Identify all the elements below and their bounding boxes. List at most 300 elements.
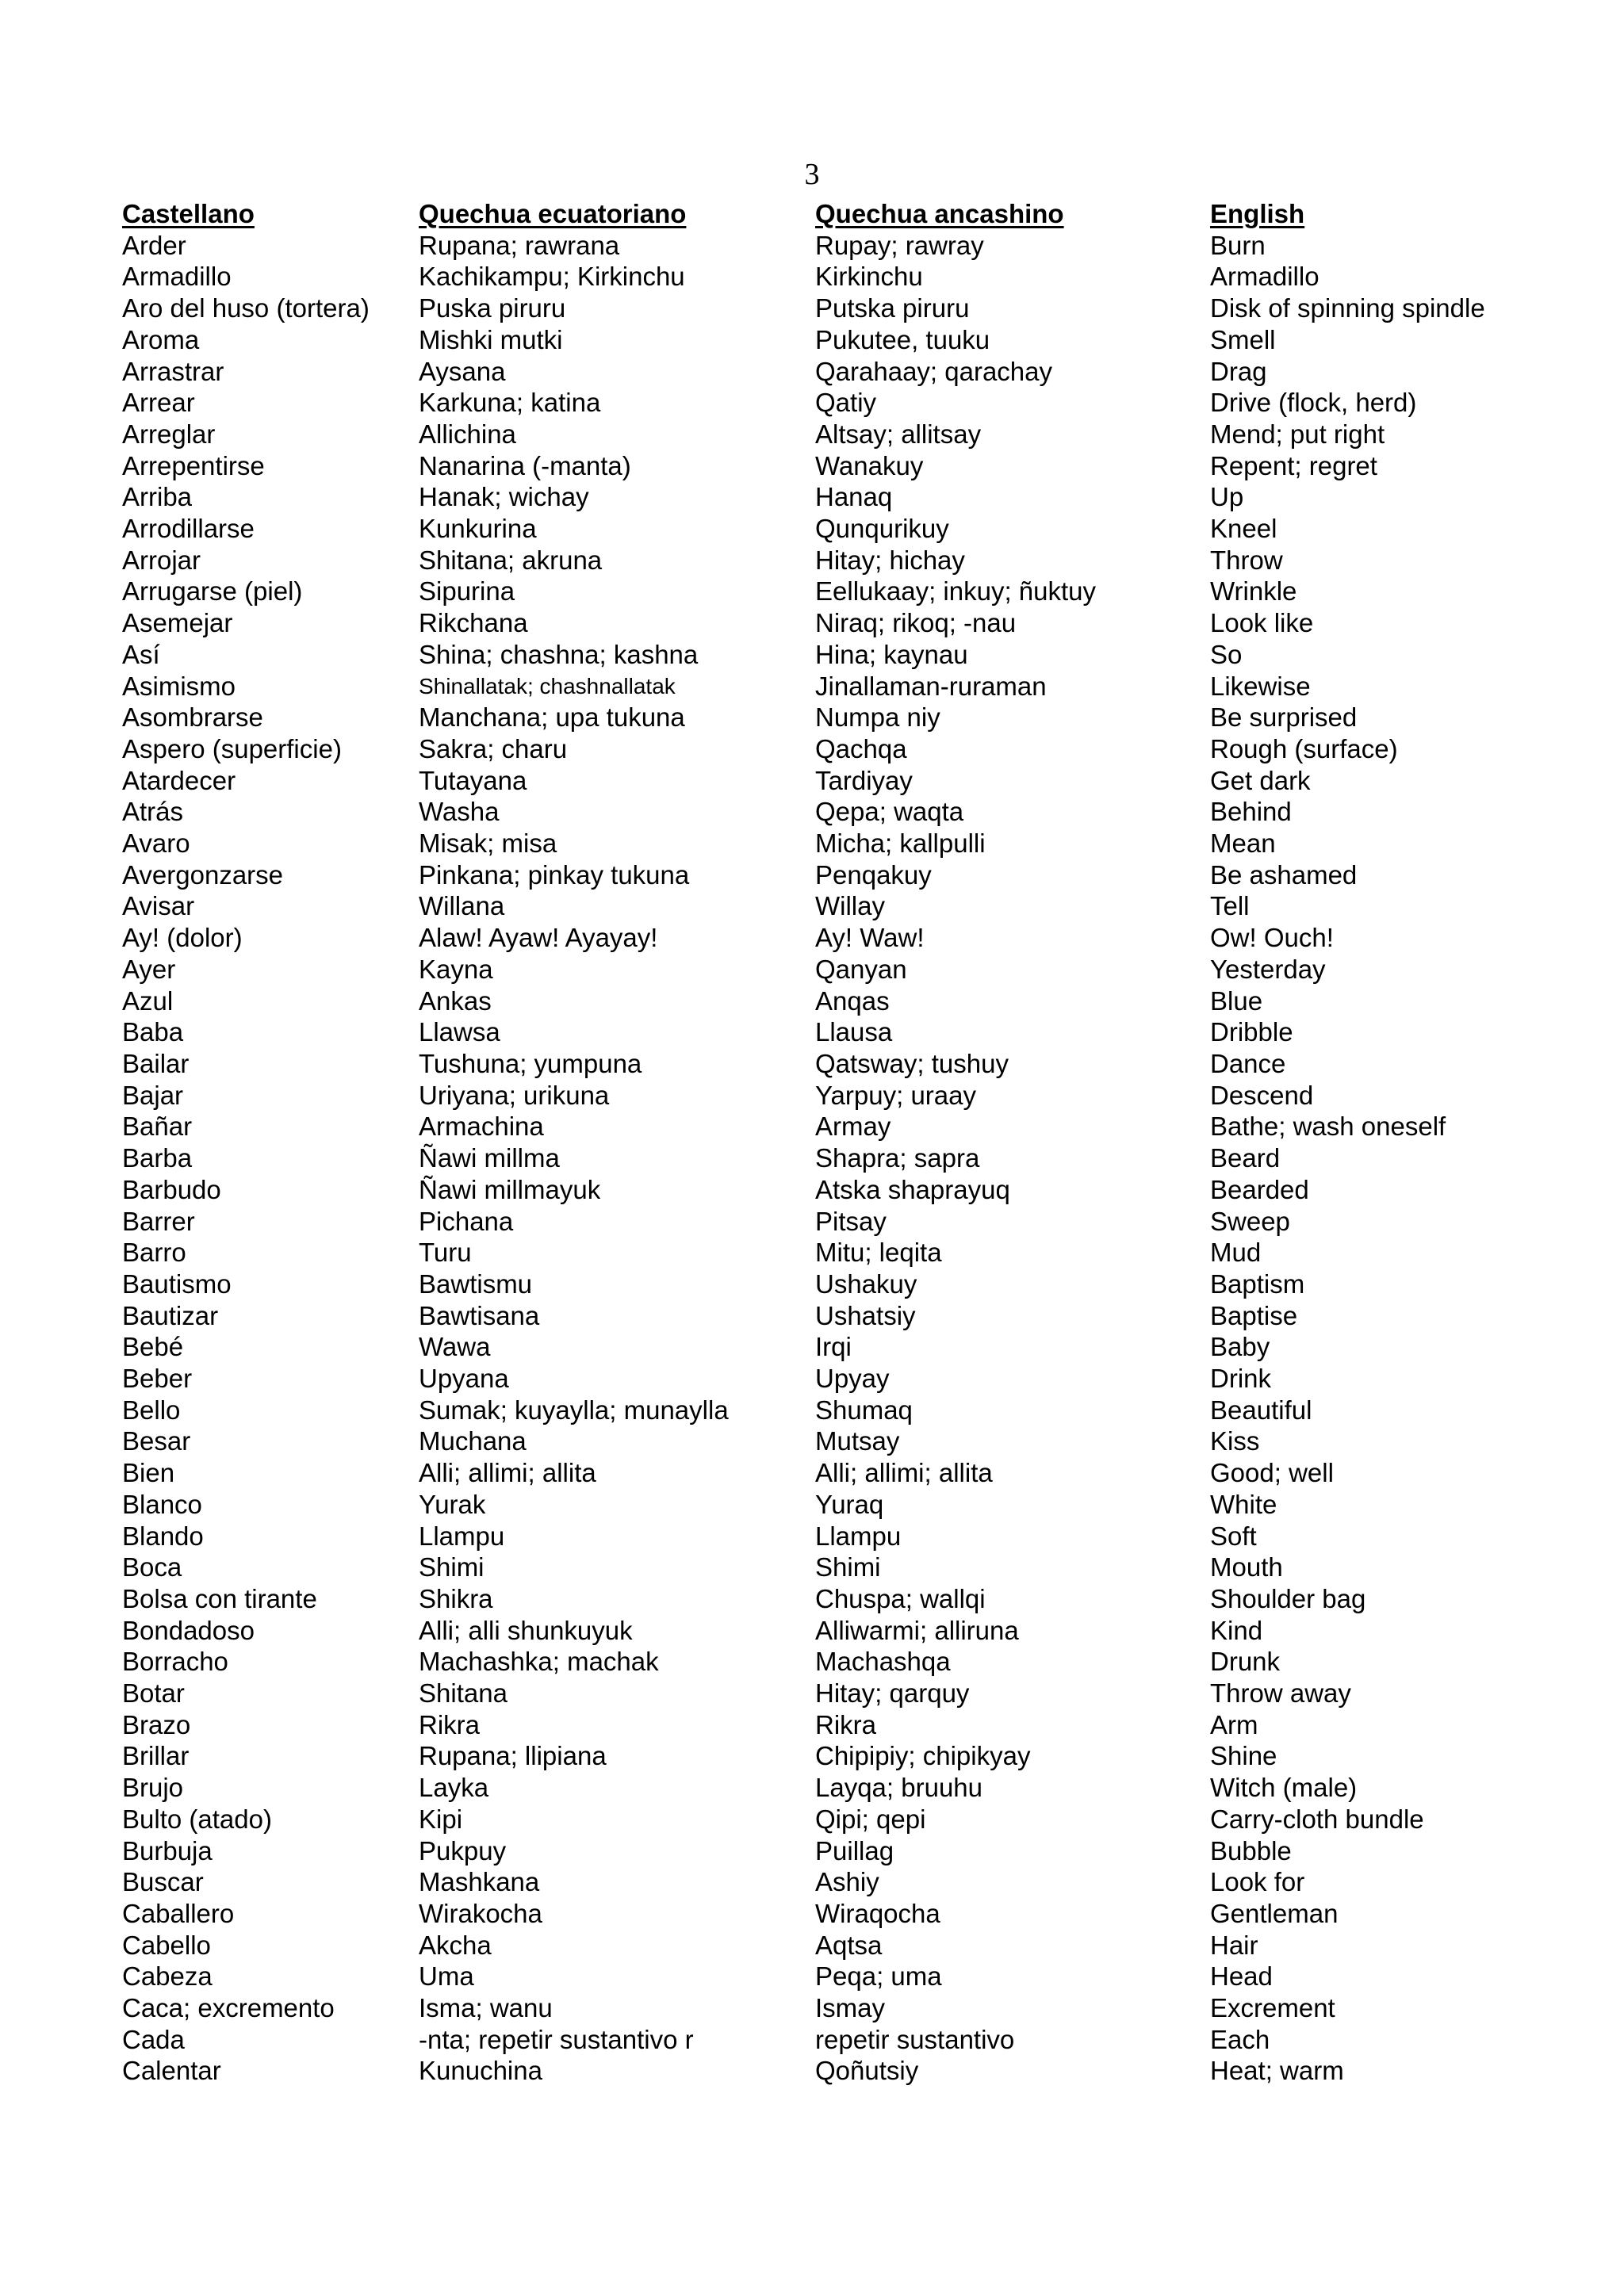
english-cell: Gentleman (1210, 1898, 1339, 1928)
quechua-ancashino-cell: Numpa niy (815, 702, 940, 733)
quechua-ecuatoriano-cell: Layka (419, 1773, 489, 1803)
quechua-ancashino-cell: Rikra (815, 1709, 877, 1739)
table-row (122, 671, 1543, 702)
english-cell: Drive (flock, herd) (1210, 388, 1417, 418)
castellano-cell: Bien (122, 1458, 175, 1488)
english-cell: Burn (1210, 230, 1266, 260)
quechua-ecuatoriano-cell: Wawa (419, 1332, 491, 1362)
table-row (122, 828, 1543, 859)
english-cell: Kind (1210, 1615, 1263, 1645)
quechua-ecuatoriano-cell: Pukpuy (419, 1835, 507, 1866)
quechua-ecuatoriano-cell: Misak; misa (419, 828, 557, 859)
quechua-ancashino-cell: Willay (815, 891, 885, 921)
castellano-cell: Cabello (122, 1930, 211, 1960)
english-cell: Be surprised (1210, 702, 1358, 733)
quechua-ecuatoriano-cell: Ñawi millmayuk (419, 1174, 601, 1204)
quechua-ecuatoriano-cell: Tushuna; yumpuna (419, 1048, 642, 1078)
quechua-ecuatoriano-cell: Shitana (419, 1678, 508, 1709)
english-cell: Rough (surface) (1210, 733, 1398, 763)
english-cell: Beard (1210, 1143, 1281, 1173)
quechua-ecuatoriano-cell: Rupana; rawrana (419, 230, 620, 260)
quechua-ancashino-cell: Machashqa (815, 1647, 951, 1677)
quechua-ancashino-cell: Qatiy (815, 388, 877, 418)
english-cell: Witch (male) (1210, 1773, 1358, 1803)
castellano-cell: Blanco (122, 1489, 202, 1519)
quechua-ancashino-cell: Hitay; qarquy (815, 1678, 970, 1709)
castellano-cell: Arrodillarse (122, 514, 255, 544)
quechua-ecuatoriano-cell: Bawtisana (419, 1300, 540, 1330)
castellano-cell: Arder (122, 230, 186, 260)
header-english: English (1210, 199, 1305, 228)
english-cell: Wrinkle (1210, 576, 1297, 607)
table-row (122, 1206, 1543, 1238)
table-row (122, 1898, 1543, 1930)
english-cell: Soft (1210, 1521, 1257, 1551)
english-cell: Tell (1210, 891, 1250, 921)
english-cell: Blue (1210, 985, 1263, 1016)
quechua-ancashino-cell: Niraq; rikoq; -nau (815, 608, 1017, 638)
header-row (122, 198, 1543, 230)
quechua-ancashino-cell: Kirkinchu (815, 262, 923, 292)
quechua-ecuatoriano-cell: Shitana; akruna (419, 545, 603, 575)
english-cell: So (1210, 639, 1243, 669)
castellano-cell: Bolsa con tirante (122, 1583, 317, 1613)
table-row (122, 1583, 1543, 1615)
english-cell: Disk of spinning spindle (1210, 293, 1485, 323)
quechua-ancashino-cell: Layqa; bruuhu (815, 1773, 983, 1803)
castellano-cell: Cada (122, 2024, 185, 2054)
quechua-ancashino-cell: Altsay; allitsay (815, 419, 982, 449)
castellano-cell: Borracho (122, 1647, 228, 1677)
castellano-cell: Cabeza (122, 1961, 213, 1992)
table-row (122, 1363, 1543, 1395)
quechua-ecuatoriano-cell: Karkuna; katina (419, 388, 601, 418)
quechua-ecuatoriano-cell: Wirakocha (419, 1898, 542, 1928)
quechua-ancashino-cell: Chipipiy; chipikyay (815, 1741, 1031, 1771)
table-row (122, 1835, 1543, 1867)
castellano-cell: Arrear (122, 388, 195, 418)
vocabulary-rows (122, 230, 1543, 2087)
english-cell: Be ashamed (1210, 859, 1358, 890)
quechua-ecuatoriano-cell: Llawsa (419, 1017, 500, 1047)
english-cell: Mend; put right (1210, 419, 1385, 449)
castellano-cell: Bautismo (122, 1269, 232, 1299)
quechua-ancashino-cell: Peqa; uma (815, 1961, 942, 1992)
quechua-ancashino-cell: Anqas (815, 985, 890, 1016)
english-cell: Arm (1210, 1709, 1258, 1739)
castellano-cell: Azul (122, 985, 174, 1016)
english-cell: Baptise (1210, 1300, 1298, 1330)
quechua-ecuatoriano-cell: Isma; wanu (419, 1993, 553, 2023)
table-row (122, 356, 1543, 388)
table-row (122, 1269, 1543, 1300)
quechua-ancashino-cell: Wanakuy (815, 450, 924, 480)
english-cell: Baby (1210, 1332, 1270, 1362)
quechua-ancashino-cell: Hina; kaynau (815, 639, 968, 669)
english-cell: White (1210, 1489, 1277, 1519)
table-row (122, 1237, 1543, 1269)
quechua-ecuatoriano-cell: Allichina (419, 419, 516, 449)
quechua-ancashino-cell: Pitsay (815, 1206, 887, 1236)
castellano-cell: Brazo (122, 1709, 191, 1739)
quechua-ancashino-cell: Shapra; sapra (815, 1143, 980, 1173)
english-cell: Good; well (1210, 1458, 1334, 1488)
table-row (122, 639, 1543, 671)
english-cell: Dribble (1210, 1017, 1293, 1047)
quechua-ecuatoriano-cell: -nta; repetir sustantivo r (419, 2024, 694, 2054)
quechua-ecuatoriano-cell: Upyana (419, 1364, 509, 1394)
table-row (122, 293, 1543, 324)
quechua-ecuatoriano-cell: Tutayana (419, 765, 527, 795)
vocabulary-table (122, 198, 1543, 2087)
quechua-ecuatoriano-cell: Uriyana; urikuna (419, 1080, 610, 1110)
castellano-cell: Arrugarse (piel) (122, 576, 303, 607)
quechua-ecuatoriano-cell: Muchana (419, 1426, 527, 1456)
quechua-ancashino-cell: Upyay (815, 1364, 890, 1394)
table-row (122, 261, 1543, 293)
table-row (122, 985, 1543, 1017)
table-row (122, 1457, 1543, 1489)
quechua-ancashino-cell: Alliwarmi; alliruna (815, 1615, 1019, 1645)
english-cell: Kiss (1210, 1426, 1260, 1456)
quechua-ancashino-cell: Ushakuy (815, 1269, 917, 1299)
table-row (122, 1331, 1543, 1363)
quechua-ecuatoriano-cell: Pinkana; pinkay tukuna (419, 859, 690, 890)
quechua-ancashino-cell: Shumaq (815, 1395, 913, 1425)
castellano-cell: Arrastrar (122, 356, 224, 386)
castellano-cell: Caballero (122, 1898, 235, 1928)
castellano-cell: Bautizar (122, 1300, 219, 1330)
quechua-ancashino-cell: Eellukaay; inkuy; ñuktuy (815, 576, 1097, 607)
quechua-ecuatoriano-cell: Kipi (419, 1804, 463, 1834)
castellano-cell: Caca; excremento (122, 1993, 335, 2023)
table-row (122, 1521, 1543, 1552)
table-row (122, 576, 1543, 607)
quechua-ecuatoriano-cell: Manchana; upa tukuna (419, 702, 685, 733)
castellano-cell: Barba (122, 1143, 193, 1173)
quechua-ancashino-cell: Mitu; leqita (815, 1238, 942, 1268)
quechua-ancashino-cell: Aqtsa (815, 1930, 883, 1960)
quechua-ecuatoriano-cell: Shina; chashna; kashna (419, 639, 699, 669)
quechua-ancashino-cell: Tardiyay (815, 765, 913, 795)
quechua-ecuatoriano-cell: Alli; allimi; allita (419, 1458, 596, 1488)
table-row (122, 1804, 1543, 1835)
castellano-cell: Aro del huso (tortera) (122, 293, 370, 323)
english-cell: Each (1210, 2024, 1270, 2054)
table-row (122, 733, 1543, 765)
castellano-cell: Arrepentirse (122, 450, 265, 480)
castellano-cell: Barbudo (122, 1174, 221, 1204)
english-cell: Heat; warm (1210, 2056, 1344, 2086)
quechua-ecuatoriano-cell: Ankas (419, 985, 492, 1016)
table-row (122, 1300, 1543, 1332)
table-row (122, 1142, 1543, 1174)
table-row (122, 1961, 1543, 1992)
table-row (122, 765, 1543, 797)
quechua-ecuatoriano-cell: Nanarina (-manta) (419, 450, 631, 480)
english-cell: Mouth (1210, 1552, 1283, 1582)
quechua-ecuatoriano-cell: Aysana (419, 356, 506, 386)
castellano-cell: Atrás (122, 797, 184, 827)
quechua-ancashino-cell: Qachqa (815, 733, 907, 763)
table-row (122, 1395, 1543, 1426)
castellano-cell: Botar (122, 1678, 185, 1709)
quechua-ecuatoriano-cell: Sakra; charu (419, 733, 568, 763)
quechua-ecuatoriano-cell: Akcha (419, 1930, 492, 1960)
castellano-cell: Blando (122, 1521, 204, 1551)
quechua-ecuatoriano-cell: Armachina (419, 1112, 544, 1142)
castellano-cell: Boca (122, 1552, 182, 1582)
quechua-ancashino-cell: Alli; allimi; allita (815, 1458, 993, 1488)
quechua-ecuatoriano-cell: Shikra (419, 1583, 493, 1613)
table-row (122, 1866, 1543, 1898)
castellano-cell: Aroma (122, 324, 200, 354)
castellano-cell: Calentar (122, 2056, 221, 2086)
table-row (122, 1709, 1543, 1741)
english-cell: Throw (1210, 545, 1283, 575)
quechua-ecuatoriano-cell: Shimi (419, 1552, 485, 1582)
quechua-ecuatoriano-cell: Hanak; wichay (419, 482, 589, 512)
castellano-cell: Ay! (dolor) (122, 923, 243, 953)
table-row (122, 1111, 1543, 1142)
english-cell: Descend (1210, 1080, 1314, 1110)
castellano-cell: Avisar (122, 891, 195, 921)
quechua-ecuatoriano-cell: Ñawi millma (419, 1143, 560, 1173)
english-cell: Kneel (1210, 514, 1277, 544)
castellano-cell: Bajar (122, 1080, 184, 1110)
english-cell: Bathe; wash oneself (1210, 1112, 1446, 1142)
quechua-ancashino-cell: Armay (815, 1112, 891, 1142)
table-row (122, 450, 1543, 482)
english-cell: Shoulder bag (1210, 1583, 1366, 1613)
english-cell: Repent; regret (1210, 450, 1377, 480)
castellano-cell: Bebé (122, 1332, 184, 1362)
table-row (122, 387, 1543, 419)
castellano-cell: Bailar (122, 1048, 190, 1078)
quechua-ecuatoriano-cell: Puska piruru (419, 293, 566, 323)
table-row (122, 859, 1543, 891)
castellano-cell: Asemejar (122, 608, 233, 638)
castellano-cell: Armadillo (122, 262, 232, 292)
castellano-cell: Avaro (122, 828, 190, 859)
english-cell: Beautiful (1210, 1395, 1312, 1425)
castellano-cell: Baba (122, 1017, 184, 1047)
castellano-cell: Arreglar (122, 419, 216, 449)
quechua-ancashino-cell: Hanaq (815, 482, 893, 512)
quechua-ecuatoriano-cell: Sipurina (419, 576, 515, 607)
quechua-ecuatoriano-cell: Pichana (419, 1206, 514, 1236)
table-row (122, 419, 1543, 450)
header-quechua-ancashino: Quechua ancashino (815, 199, 1064, 228)
table-row (122, 1174, 1543, 1206)
english-cell: Drunk (1210, 1647, 1281, 1677)
quechua-ancashino-cell: Qepa; waqta (815, 797, 964, 827)
english-cell: Dance (1210, 1048, 1286, 1078)
castellano-cell: Buscar (122, 1867, 204, 1897)
header-castellano: Castellano (122, 199, 255, 228)
english-cell: Excrement (1210, 1993, 1335, 2023)
quechua-ancashino-cell: Atska shaprayuq (815, 1174, 1010, 1204)
quechua-ecuatoriano-cell: Turu (419, 1238, 472, 1268)
quechua-ecuatoriano-cell: Uma (419, 1961, 474, 1992)
english-cell: Smell (1210, 324, 1276, 354)
english-cell: Sweep (1210, 1206, 1290, 1236)
quechua-ancashino-cell: Mutsay (815, 1426, 900, 1456)
quechua-ecuatoriano-cell: Sumak; kuyaylla; munaylla (419, 1395, 729, 1425)
castellano-cell: Burbuja (122, 1835, 213, 1866)
quechua-ancashino-cell: Ismay (815, 1993, 886, 2023)
quechua-ecuatoriano-cell: Kunuchina (419, 2056, 542, 2086)
quechua-ancashino-cell: Qarahaay; qarachay (815, 356, 1053, 386)
quechua-ecuatoriano-cell: Kayna (419, 954, 493, 984)
table-row (122, 890, 1543, 922)
quechua-ancashino-cell: Penqakuy (815, 859, 932, 890)
quechua-ancashino-cell: repetir sustantivo (815, 2024, 1015, 2054)
table-row (122, 2024, 1543, 2056)
quechua-ancashino-cell: Qoñutsiy (815, 2056, 919, 2086)
table-row (122, 1740, 1543, 1772)
english-cell: Bearded (1210, 1174, 1309, 1204)
quechua-ancashino-cell: Micha; kallpulli (815, 828, 986, 859)
english-cell: Bubble (1210, 1835, 1292, 1866)
quechua-ecuatoriano-cell: Rikchana (419, 608, 528, 638)
quechua-ancashino-cell: Llausa (815, 1017, 893, 1047)
castellano-cell: Barro (122, 1238, 186, 1268)
castellano-cell: Bello (122, 1395, 181, 1425)
header-quechua-ecuatoriano: Quechua ecuatoriano (419, 199, 687, 228)
quechua-ancashino-cell: Qanyan (815, 954, 907, 984)
castellano-cell: Beber (122, 1364, 193, 1394)
table-row (122, 1016, 1543, 1048)
table-row (122, 1678, 1543, 1709)
table-row (122, 481, 1543, 513)
table-row (122, 513, 1543, 545)
castellano-cell: Arriba (122, 482, 193, 512)
table-row (122, 1930, 1543, 1961)
english-cell: Look like (1210, 608, 1314, 638)
castellano-cell: Ayer (122, 954, 176, 984)
table-row (122, 1048, 1543, 1080)
table-row (122, 1992, 1543, 2024)
page-number: 3 (804, 158, 820, 191)
table-row (122, 796, 1543, 828)
quechua-ecuatoriano-cell: Willana (419, 891, 505, 921)
quechua-ancashino-cell: Ushatsiy (815, 1300, 916, 1330)
table-row (122, 607, 1543, 639)
quechua-ancashino-cell: Yarpuy; uraay (815, 1080, 976, 1110)
castellano-cell: Besar (122, 1426, 191, 1456)
quechua-ancashino-cell: Yuraq (815, 1489, 884, 1519)
english-cell: Drink (1210, 1364, 1272, 1394)
quechua-ancashino-cell: Wiraqocha (815, 1898, 940, 1928)
quechua-ecuatoriano-cell: Bawtismu (419, 1269, 533, 1299)
quechua-ecuatoriano-cell: Rupana; llipiana (419, 1741, 607, 1771)
english-cell: Behind (1210, 797, 1292, 827)
quechua-ancashino-cell: Irqi (815, 1332, 852, 1362)
table-row (122, 324, 1543, 356)
quechua-ecuatoriano-cell: Yurak (419, 1489, 486, 1519)
quechua-ecuatoriano-cell: Llampu (419, 1521, 505, 1551)
castellano-cell: Asombrarse (122, 702, 263, 733)
english-cell: Likewise (1210, 671, 1311, 701)
castellano-cell: Atardecer (122, 765, 236, 795)
english-cell: Get dark (1210, 765, 1311, 795)
castellano-cell: Asimismo (122, 671, 236, 701)
quechua-ancashino-cell: Puillag (815, 1835, 894, 1866)
castellano-cell: Brujo (122, 1773, 184, 1803)
english-cell: Drag (1210, 356, 1267, 386)
table-row (122, 545, 1543, 576)
english-cell: Up (1210, 482, 1244, 512)
quechua-ancashino-cell: Ay! Waw! (815, 923, 925, 953)
english-cell: Shine (1210, 1741, 1277, 1771)
castellano-cell: Así (122, 639, 160, 669)
english-cell: Baptism (1210, 1269, 1305, 1299)
table-row (122, 230, 1543, 262)
english-cell: Carry-cloth bundle (1210, 1804, 1424, 1834)
castellano-cell: Bañar (122, 1112, 193, 1142)
castellano-cell: Bulto (atado) (122, 1804, 272, 1834)
castellano-cell: Bondadoso (122, 1615, 255, 1645)
quechua-ecuatoriano-cell: Mishki mutki (419, 324, 563, 354)
quechua-ecuatoriano-cell: Mashkana (419, 1867, 540, 1897)
table-row (122, 1080, 1543, 1112)
table-row (122, 2055, 1543, 2087)
english-cell: Yesterday (1210, 954, 1326, 984)
quechua-ecuatoriano-cell: Rikra (419, 1709, 481, 1739)
quechua-ancashino-cell: Pukutee, tuuku (815, 324, 990, 354)
quechua-ecuatoriano-cell: Machashka; machak (419, 1647, 659, 1677)
quechua-ecuatoriano-cell: Alli; alli shunkuyuk (419, 1615, 633, 1645)
quechua-ecuatoriano-cell: Kachikampu; Kirkinchu (419, 262, 685, 292)
table-row (122, 1615, 1543, 1647)
english-cell: Hair (1210, 1930, 1258, 1960)
table-row (122, 1489, 1543, 1521)
table-row (122, 702, 1543, 733)
quechua-ancashino-cell: Shimi (815, 1552, 881, 1582)
table-row (122, 1552, 1543, 1583)
castellano-cell: Barrer (122, 1206, 195, 1236)
table-row (122, 1646, 1543, 1678)
english-cell: Look for (1210, 1867, 1305, 1897)
english-cell: Armadillo (1210, 262, 1320, 292)
quechua-ecuatoriano-cell: Alaw! Ayaw! Ayayay! (419, 923, 658, 953)
quechua-ecuatoriano-cell: Shinallatak; chashnallatak (419, 673, 676, 698)
quechua-ancashino-cell: Jinallaman-ruraman (815, 671, 1047, 701)
english-cell: Throw away (1210, 1678, 1351, 1709)
english-cell: Head (1210, 1961, 1273, 1992)
english-cell: Ow! Ouch! (1210, 923, 1334, 953)
quechua-ecuatoriano-cell: Washa (419, 797, 500, 827)
quechua-ancashino-cell: Qunqurikuy (815, 514, 949, 544)
table-row (122, 954, 1543, 985)
castellano-cell: Brillar (122, 1741, 190, 1771)
quechua-ancashino-cell: Ashiy (815, 1867, 879, 1897)
quechua-ancashino-cell: Hitay; hichay (815, 545, 965, 575)
quechua-ecuatoriano-cell: Kunkurina (419, 514, 537, 544)
quechua-ancashino-cell: Rupay; rawray (815, 230, 984, 260)
quechua-ancashino-cell: Qipi; qepi (815, 1804, 926, 1834)
quechua-ancashino-cell: Putska piruru (815, 293, 970, 323)
english-cell: Mud (1210, 1238, 1262, 1268)
table-row (122, 1425, 1543, 1457)
quechua-ancashino-cell: Chuspa; wallqi (815, 1583, 986, 1613)
quechua-ancashino-cell: Qatsway; tushuy (815, 1048, 1009, 1078)
english-cell: Mean (1210, 828, 1276, 859)
castellano-cell: Avergonzarse (122, 859, 284, 890)
quechua-ancashino-cell: Llampu (815, 1521, 902, 1551)
table-row (122, 1772, 1543, 1804)
